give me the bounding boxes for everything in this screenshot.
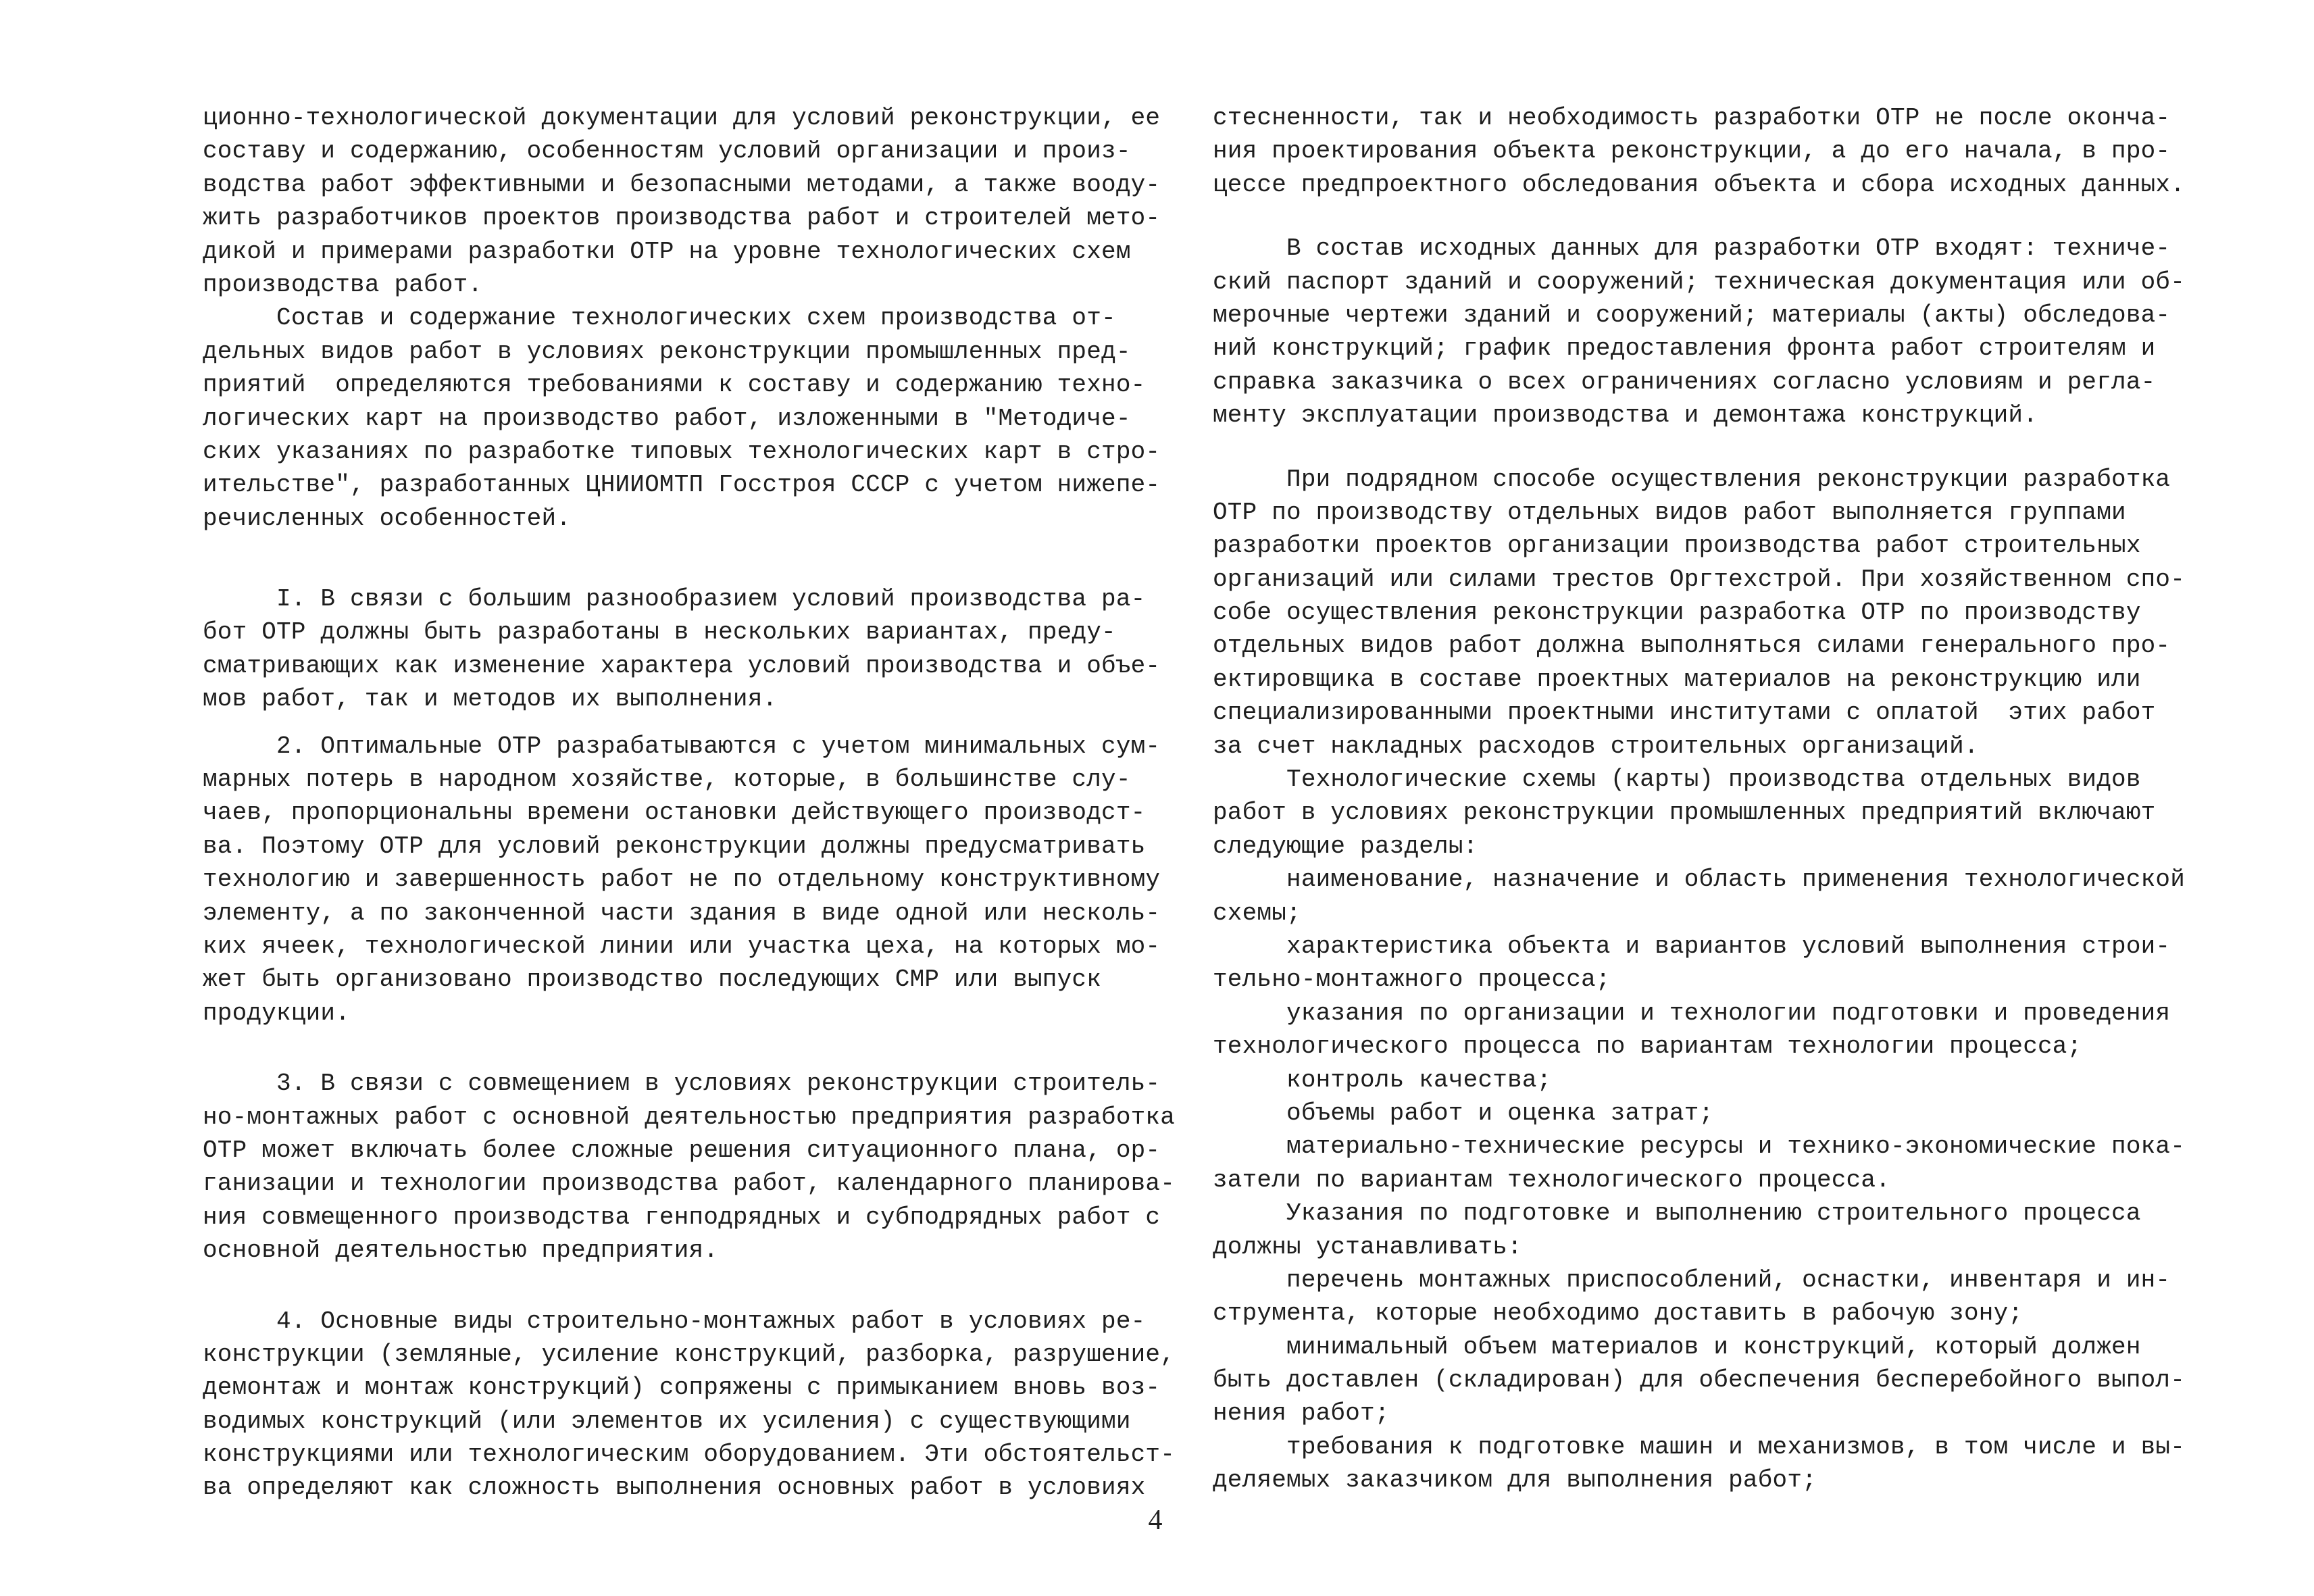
text-line: нения работ;	[1213, 1399, 1390, 1428]
text-line: организаций или силами трестов Оргтехстрой. При хозяйственном спо-	[1213, 565, 2186, 593]
paragraph-gap	[203, 1268, 1108, 1305]
text-line: перечень монтажных приспособлений, оснастки, инвентаря и ин-	[1213, 1266, 2171, 1294]
text-line: материально-технические ресурсы и технико-экономические пока-	[1213, 1132, 2186, 1161]
text-line: Состав и содержание технологических схем производства от-	[203, 304, 1116, 332]
text-line: цессе предпроектного обследования объекта и сбора исходных данных.	[1213, 170, 2186, 199]
paragraph-continuation	[1213, 101, 2186, 201]
text-line: технологического процесса по вариантам технологии процесса;	[1213, 1032, 2082, 1061]
text-line: основной деятельностью предприятия.	[203, 1237, 719, 1265]
paragraph-item-4	[203, 1305, 1176, 1505]
text-line: схемы;	[1213, 899, 1301, 927]
text-line: водства работ эффективными и безопасными методами, а также вооду-	[203, 170, 1161, 199]
paragraph-gap	[203, 535, 1108, 582]
text-line: элементу, а по законченной части здания в виде одной или несколь-	[203, 899, 1161, 927]
text-line: ОТР может включать более сложные решения ситуационного плана, ор-	[203, 1136, 1161, 1164]
text-line: тельно-монтажного процесса;	[1213, 966, 1611, 994]
text-line: речисленных особенностей.	[203, 504, 572, 532]
text-line: за счет накладных расходов строительных организаций.	[1213, 732, 1979, 760]
text-line: 2. Оптимальные ОТР разрабатываются с учетом минимальных сум-	[203, 732, 1161, 760]
paragraph-sections	[1213, 763, 2156, 863]
text-line: технологию и завершенность работ не по отдельному конструктивному	[203, 866, 1161, 894]
text-line: ОТР по производству отдельных видов работ выполняется группами	[1213, 498, 2126, 526]
text-line: затели по вариантам технологического процесса.	[1213, 1166, 1890, 1194]
text-line: ния проектирования объекта реконструкции, а до его начала, в про-	[1213, 137, 2171, 166]
paragraph-contract-method	[1213, 463, 2186, 764]
text-line: марных потерь в народном хозяйстве, которые, в большинстве слу-	[203, 766, 1131, 794]
text-line: мерочные чертежи зданий и сооружений; материалы (акты) обследова-	[1213, 301, 2171, 329]
text-line: характеристика объекта и вариантов условий выполнения строи-	[1213, 932, 2171, 960]
text-line: ционно-технологической документации для условий реконструкции, ее	[203, 104, 1161, 132]
text-line: В состав исходных данных для разработки ОТР входят: техниче-	[1213, 234, 2171, 263]
text-line: ектировщика в составе проектных материалов на реконструкцию или	[1213, 665, 2141, 693]
text-line: ва определяют как сложность выполнения основных работ в условиях	[203, 1474, 1146, 1502]
text-line: жет быть организовано производство последующих СМР или выпуск	[203, 966, 1102, 994]
text-line: менту эксплуатации производства и демонтажа конструкций.	[1213, 401, 2038, 430]
text-line: бот ОТР должны быть разработаны в нескольких вариантах, преду-	[203, 618, 1116, 647]
text-line: дикой и примерами разработки ОТР на уровне технологических схем	[203, 237, 1131, 266]
text-line: 3. В связи с совмещением в условиях реконструкции строитель-	[203, 1070, 1161, 1098]
list-item-characteristics	[1213, 930, 2171, 997]
text-line: работ в условиях реконструкции промышленных предприятий включают	[1213, 799, 2156, 827]
right-column	[1213, 101, 2186, 1497]
text-line: водимых конструкций (или элементов их усиления) с существующими	[203, 1407, 1131, 1435]
text-line: собе осуществления реконструкции разработка ОТР по производству	[1213, 599, 2141, 627]
text-line: деляемых заказчиком для выполнения работ;	[1213, 1466, 1817, 1495]
text-line: конструкции (земляные, усиление конструкций, разборка, разрушение,	[203, 1340, 1176, 1368]
text-line: ительстве", разработанных ЦНИИОМТП Госстроя СССР с учетом нижепе-	[203, 471, 1161, 499]
text-line: указания по организации и технологии подготовки и проведения	[1213, 999, 2171, 1027]
text-line: стесненности, так и необходимость разработки ОТР не после оконча-	[1213, 104, 2171, 132]
text-line: должны устанавливать:	[1213, 1232, 1522, 1261]
text-line: специализированными проектными институтами с оплатой этих работ	[1213, 699, 2156, 727]
text-line: разработки проектов организации производства работ строительных	[1213, 532, 2141, 560]
text-line: но-монтажных работ с основной деятельностью предприятия разработка	[203, 1103, 1176, 1131]
text-line: контроль качества;	[1213, 1066, 1552, 1094]
text-line: Указания по подготовке и выполнению строительного процесса	[1213, 1199, 2141, 1228]
text-line: конструкциями или технологическим оборудованием. Эти обстоятельст-	[203, 1441, 1176, 1469]
text-line: При подрядном способе осуществления реконструкции разработка	[1213, 465, 2171, 493]
page-number: 4	[1148, 1505, 1163, 1536]
text-line: ва. Поэтому ОТР для условий реконструкции должны предусматривать	[203, 832, 1146, 860]
text-line: производства работ.	[203, 270, 483, 299]
text-line: струмента, которые необходимо доставить в рабочую зону;	[1213, 1299, 2023, 1328]
text-line: мов работ, так и методов их выполнения.	[203, 685, 778, 714]
text-line: минимальный объем материалов и конструкций, который должен	[1213, 1332, 2141, 1361]
text-line: составу и содержанию, особенностям условий организации и произ-	[203, 137, 1131, 166]
paragraph-item-3	[203, 1067, 1176, 1267]
text-line: Технологические схемы (карты) производства отдельных видов	[1213, 766, 2141, 794]
text-line: дельных видов работ в условиях реконструкции промышленных пред-	[203, 337, 1131, 366]
text-line: приятий определяются требованиями к составу и содержанию техно-	[203, 371, 1146, 399]
paragraph-gap	[1213, 201, 2125, 232]
paragraph-item-1	[203, 582, 1161, 716]
text-line: ских указаниях по разработке типовых технологических карт в стро-	[203, 437, 1161, 466]
list-item-instructions	[1213, 997, 2186, 1497]
text-line: требования к подготовке машин и механизмов, в том числе и вы-	[1213, 1432, 2186, 1461]
text-line: I. В связи с большим разнообразием условий производства ра-	[203, 585, 1146, 614]
text-line: ния совмещенного производства генподрядных и субподрядных работ с	[203, 1203, 1161, 1231]
text-line: ганизации и технологии производства работ, календарного планирова-	[203, 1170, 1176, 1198]
paragraph-gap	[1213, 432, 2125, 463]
text-line: объемы работ и оценка затрат;	[1213, 1099, 1714, 1127]
text-line: сматривающих как изменение характера условий производства и объе-	[203, 651, 1161, 680]
text-line: ский паспорт зданий и сооружений; техническая документация или об-	[1213, 268, 2186, 296]
text-line: наименование, назначение и область применения технологической	[1213, 866, 2186, 894]
text-line: отдельных видов работ должна выполняться силами генерального про-	[1213, 632, 2171, 660]
text-line: продукции.	[203, 999, 351, 1027]
text-line: логических карт на производство работ, изложенными в "Методиче-	[203, 404, 1131, 432]
text-line: ких ячеек, технологической линии или участка цеха, на которых мо-	[203, 932, 1161, 960]
text-line: быть доставлен (складирован) для обеспечения бесперебойного выпол-	[1213, 1366, 2186, 1395]
text-line: ний конструкций; график предоставления фронта работ строителям и	[1213, 334, 2156, 363]
paragraph-continuation	[203, 101, 1161, 301]
text-line: 4. Основные виды строительно-монтажных работ в условиях ре-	[203, 1307, 1146, 1335]
list-item-name	[1213, 863, 2186, 930]
left-column	[203, 101, 1176, 1505]
paragraph-item-2	[203, 730, 1161, 1030]
text-line: справка заказчика о всех ограничениях согласно условиям и регла-	[1213, 368, 2156, 396]
paragraph-composition	[203, 301, 1161, 535]
text-line: следующие разделы:	[1213, 832, 1478, 860]
text-line: чаев, пропорциональны времени остановки действующего производст-	[203, 799, 1146, 827]
paragraph-initial-data	[1213, 232, 2186, 432]
paragraph-gap	[203, 1030, 1108, 1067]
text-line: жить разработчиков проектов производства работ и строителей мето-	[203, 204, 1161, 232]
text-line: демонтаж и монтаж конструкций) сопряжены с примыканием вновь воз-	[203, 1374, 1161, 1402]
paragraph-gap	[203, 716, 1108, 730]
